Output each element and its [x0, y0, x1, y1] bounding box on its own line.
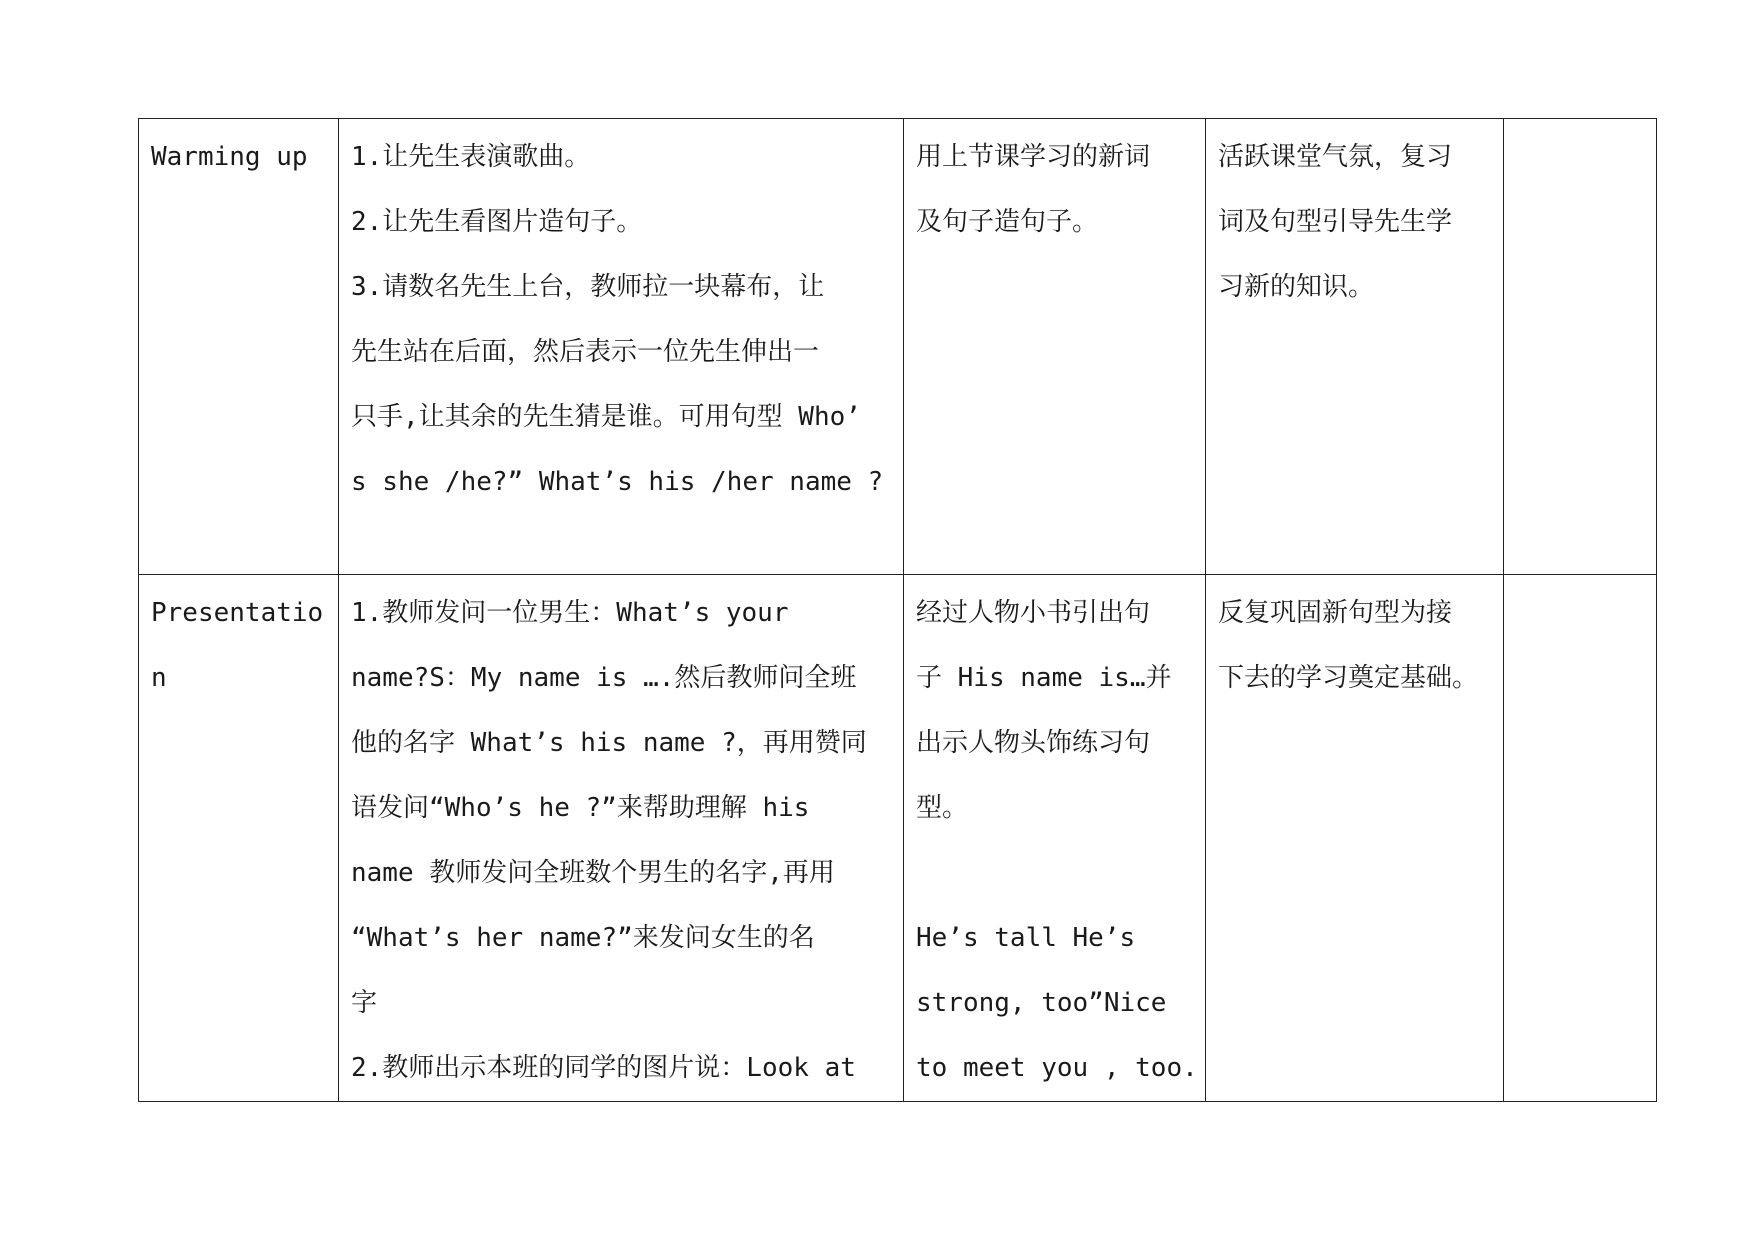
purpose-line: 型。	[916, 793, 969, 823]
intent-line: 词及句型引导先生学	[1218, 207, 1453, 237]
stage-cell	[139, 575, 339, 1102]
activity-line: 1.教师发问一位男生：What’s your	[351, 598, 789, 628]
intent-line: 活跃课堂气氛，复习	[1218, 142, 1453, 172]
intent-cell	[1206, 575, 1504, 1102]
purpose-line: 出示人物头饰练习句	[916, 728, 1151, 758]
activity-line: 语发问“Who’s he ?”来帮助理解 his	[351, 793, 810, 823]
purpose-line: 及句子造句子。	[916, 207, 1099, 237]
purpose-line: strong, too”Nice	[916, 988, 1167, 1018]
stage-label: Warming up	[151, 142, 308, 172]
table-row-presentation	[139, 575, 1657, 1102]
purpose-line: He’s tall He’s	[916, 923, 1136, 953]
activity-line: 3.请数名先生上台，教师拉一块幕布，让	[351, 272, 825, 302]
activity-cell	[339, 575, 904, 1102]
notes-cell	[1504, 119, 1657, 575]
intent-cell	[1206, 119, 1504, 575]
activity-line: 2.教师出示本班的同学的图片说：Look at	[351, 1053, 856, 1083]
purpose-line: 用上节课学习的新词	[916, 142, 1151, 172]
activity-line: 字	[351, 988, 378, 1018]
intent-line: 反复巩固新句型为接	[1218, 598, 1453, 628]
stage-cell	[139, 119, 339, 575]
purpose-line: 子 His name is…并	[916, 663, 1172, 693]
purpose-line: 经过人物小书引出句	[916, 598, 1151, 628]
stage-label: n	[151, 663, 167, 693]
activity-line: 他的名字 What’s his name ?，再用赞同	[351, 728, 867, 758]
activity-line: 2.让先生看图片造句子。	[351, 207, 643, 237]
intent-line: 下去的学习奠定基础。	[1218, 663, 1479, 693]
stage-label: Presentatio	[151, 598, 324, 628]
blank-line	[916, 841, 1195, 906]
activity-line: “What’s her name?”来发问女生的名	[351, 923, 815, 953]
activity-line: name 教师发问全班数个男生的名字,再用	[351, 858, 835, 888]
purpose-cell	[904, 575, 1206, 1102]
activity-cell	[339, 119, 904, 575]
activity-line: 1.让先生表演歌曲。	[351, 142, 591, 172]
purpose-cell	[904, 119, 1206, 575]
activity-line: 先生站在后面，然后表示一位先生伸出一	[351, 337, 820, 367]
activity-line: s she /he?” What’s his /her name ?	[351, 467, 884, 497]
lesson-plan-table	[138, 118, 1657, 1102]
table-row-warming-up	[139, 119, 1657, 575]
purpose-line: to meet you , too.	[916, 1053, 1198, 1083]
activity-line: name?S：My name is ….然后教师问全班	[351, 663, 857, 693]
intent-line: 习新的知识。	[1218, 272, 1375, 302]
activity-line: 只手,让其余的先生猜是谁。可用句型 Who’	[351, 402, 861, 432]
notes-cell	[1504, 575, 1657, 1102]
